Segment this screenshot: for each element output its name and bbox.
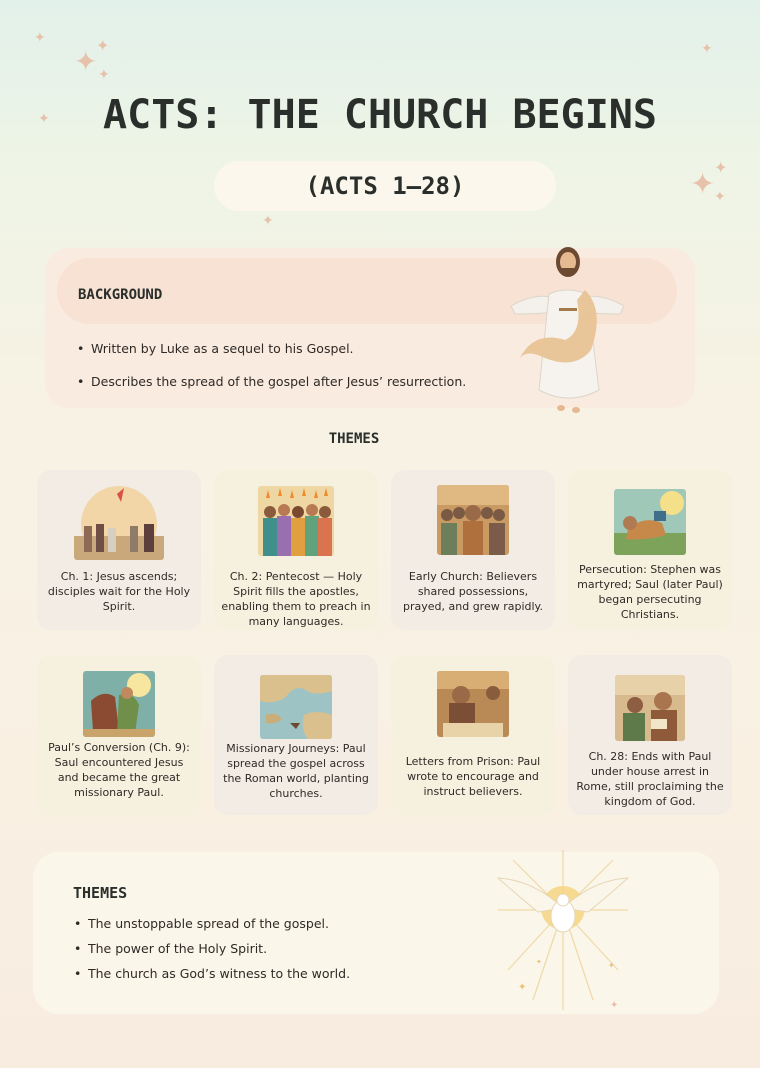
theme-caption: Persecution: Stephen was martyred; Saul (later Paul) began persecuting Christians. [577,563,723,621]
list-item: • Written by Luke as a sequel to his Gospel. [77,341,466,356]
theme-card [214,655,378,815]
theme-caption: Ch. 1: Jesus ascends; disciples wait for the Holy Spirit. [47,570,191,613]
background-heading: BACKGROUND [78,287,163,303]
rome-illustration [615,675,685,741]
background-list [77,341,466,407]
theme-card [37,470,201,630]
themes-summary-heading: THEMES [73,884,128,902]
svg-text:✦: ✦ [536,958,542,966]
sparkle-icon: ✦ [34,30,46,46]
theme-caption: Letters from Prison: Paul wrote to encourage and instruct believers. [405,755,541,798]
list-item: • Describes the spread of the gospel after Jesus’ resurrection. [77,374,466,389]
theme-caption: Missionary Journeys: Paul spread the gospel across the Roman world, planting churches. [223,742,369,800]
theme-caption: Ch. 28: Ends with Paul under house arrest in Rome, still proclaiming the kingdom of God. [576,750,724,808]
sparkle-icon: ✦ [262,213,274,229]
theme-card [37,655,201,815]
jesus-figure-icon [505,240,630,418]
sparkle-icon: ✦ [714,189,726,205]
themes-summary-list [74,916,350,991]
theme-caption: Paul’s Conversion (Ch. 9): Saul encountered Jesus and became the great missionary Paul. [48,741,190,799]
theme-card [214,470,378,630]
page-title: ACTS: THE CHURCH BEGINS [103,92,657,138]
map-illustration [260,675,332,739]
themes-heading: THEMES [328,431,380,447]
ascension-illustration [74,484,164,560]
early-church-illustration [437,485,509,555]
sparkle-icon: ✦ [714,158,728,177]
page-subtitle: (ACTS 1–28) [214,161,556,211]
theme-card [568,470,732,630]
svg-text:✦: ✦ [608,961,615,970]
conversion-illustration [83,671,155,737]
sparkle-icon: ✦ [98,67,110,83]
svg-text:✦: ✦ [610,1000,619,1011]
sparkle-icon: ✦ [38,111,50,127]
list-item: • The power of the Holy Spirit. [74,941,350,956]
prison-letter-illustration [437,671,509,737]
sparkle-icon: ✦ [690,167,716,202]
sparkle-icon: ✦ [74,45,98,78]
svg-text:✦: ✦ [518,982,527,993]
list-item: • The church as God’s witness to the world. [74,966,350,981]
theme-caption: Early Church: Believers shared possessions, prayed, and grew rapidly. [403,570,543,613]
theme-card [391,655,555,815]
pentecost-illustration [258,486,334,556]
theme-caption: Ch. 2: Pentecost — Holy Spirit fills the apostles, enabling them to preach in many languages. [221,570,371,628]
sparkle-icon: ✦ [96,36,110,55]
dove-icon [478,850,648,1015]
list-item: • The unstoppable spread of the gospel. [74,916,350,931]
sparkle-icon: ✦ [701,41,713,57]
theme-card [568,655,732,815]
stephen-illustration [614,489,686,555]
theme-card [391,470,555,630]
